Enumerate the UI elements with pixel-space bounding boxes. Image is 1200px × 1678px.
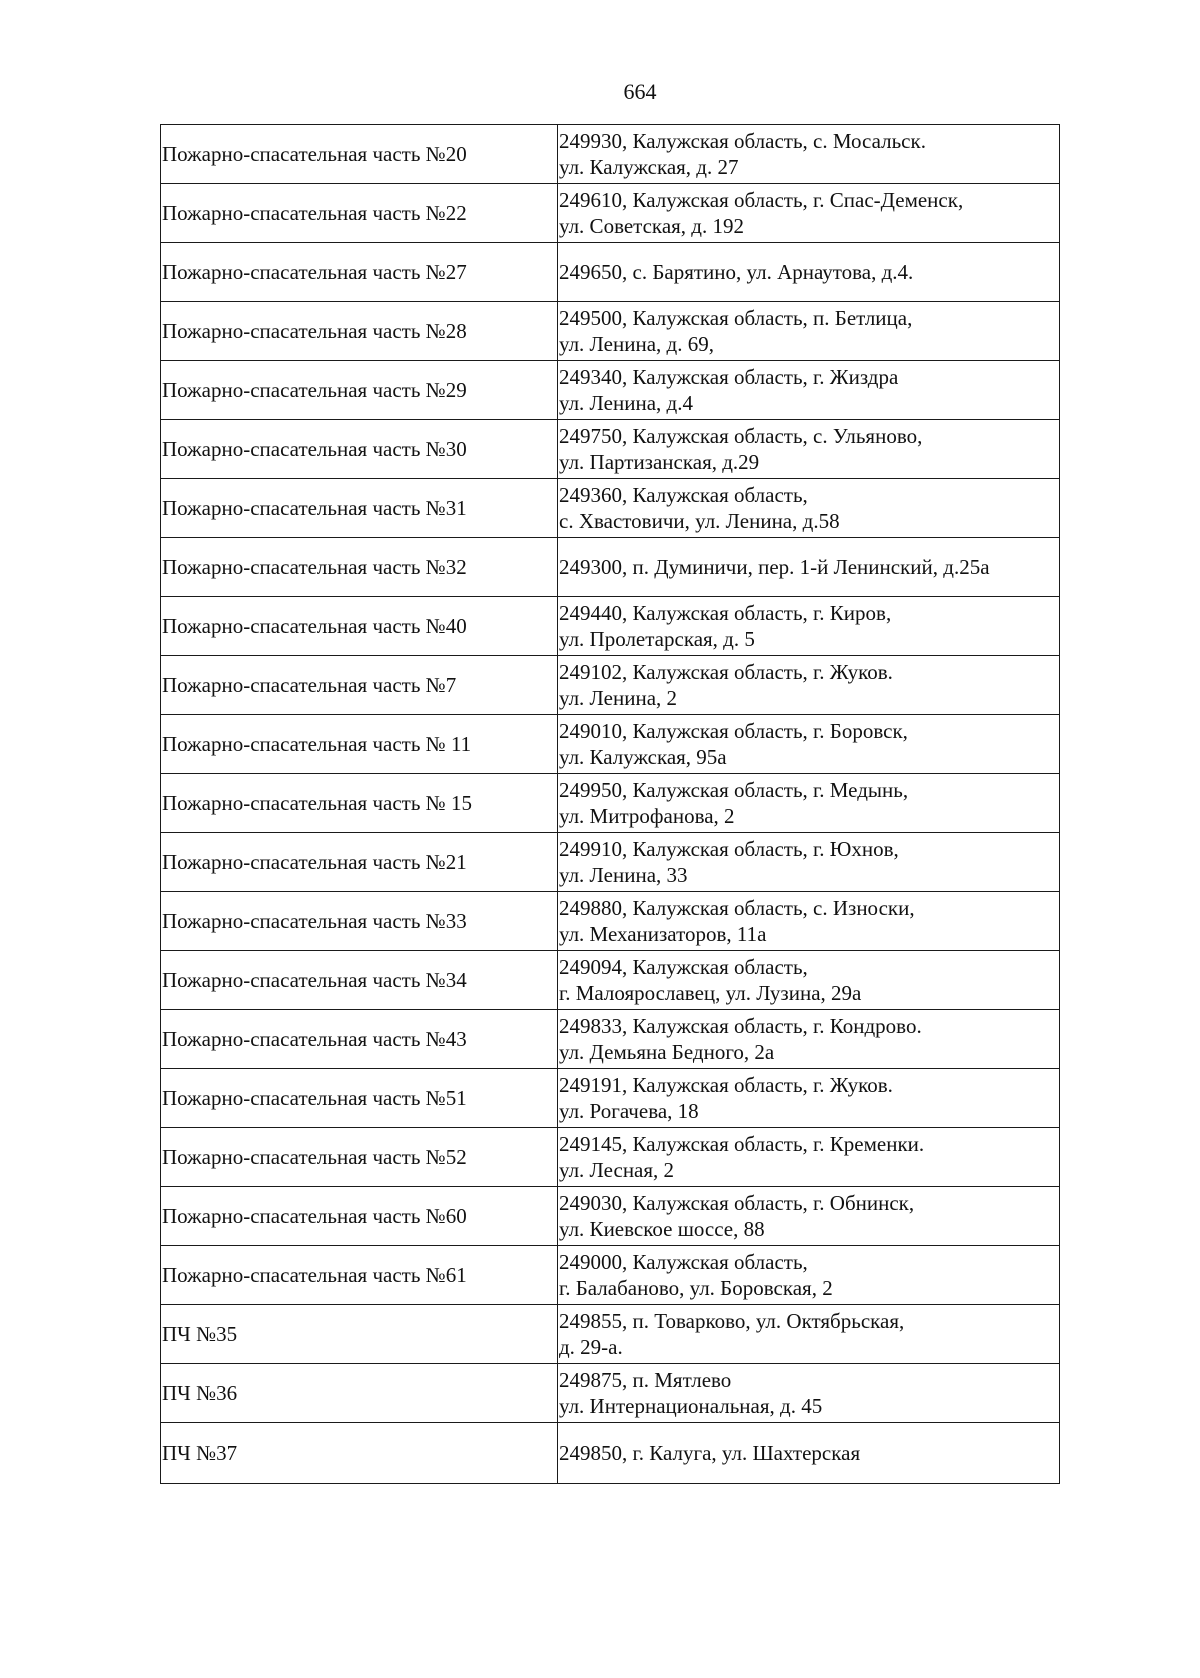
address-line: ул. Интернациональная, д. 45 <box>559 1394 823 1418</box>
table-row <box>161 1305 1060 1364</box>
address-line: 249875, п. Мятлево <box>559 1368 732 1392</box>
station-address-cell <box>558 715 1060 774</box>
address-line: ул. Митрофанова, 2 <box>559 804 735 828</box>
address-line: 249094, Калужская область, <box>559 955 808 979</box>
table-row <box>161 361 1060 420</box>
address-line: ул. Советская, д. 192 <box>559 214 744 238</box>
address-line: ул. Механизаторов, 11а <box>559 922 767 946</box>
table-row <box>161 833 1060 892</box>
station-address-cell <box>558 833 1060 892</box>
station-address-cell <box>558 1246 1060 1305</box>
station-name-cell: Пожарно-спасательная часть №43 <box>161 1010 558 1069</box>
address-line: 249191, Калужская область, г. Жуков. <box>559 1073 893 1097</box>
station-name-cell: Пожарно-спасательная часть №30 <box>161 420 558 479</box>
station-address-cell <box>558 1305 1060 1364</box>
station-name-cell: Пожарно-спасательная часть №20 <box>161 125 558 184</box>
station-address-cell <box>558 951 1060 1010</box>
table-row <box>161 715 1060 774</box>
table-row <box>161 420 1060 479</box>
station-name-cell: Пожарно-спасательная часть №28 <box>161 302 558 361</box>
station-address-cell <box>558 1128 1060 1187</box>
table-row <box>161 1128 1060 1187</box>
page-number: 664 <box>623 79 657 104</box>
table-row <box>161 302 1060 361</box>
address-line: ул. Калужская, д. 27 <box>559 155 739 179</box>
station-address-cell <box>558 538 1060 597</box>
station-name-cell: Пожарно-спасательная часть № 11 <box>161 715 558 774</box>
address-line: с. Хвастовичи, ул. Ленина, д.58 <box>559 509 840 533</box>
address-line: 249610, Калужская область, г. Спас-Деменск, <box>559 188 964 212</box>
station-address-cell <box>558 597 1060 656</box>
station-address-cell <box>558 243 1060 302</box>
station-address-cell <box>558 184 1060 243</box>
station-name-cell: Пожарно-спасательная часть №34 <box>161 951 558 1010</box>
address-line: ул. Пролетарская, д. 5 <box>559 627 755 651</box>
table-row <box>161 125 1060 184</box>
address-line: г. Малоярославец, ул. Лузина, 29а <box>559 981 862 1005</box>
station-address-cell <box>558 302 1060 361</box>
table-row <box>161 1010 1060 1069</box>
address-line: 249010, Калужская область, г. Боровск, <box>559 719 908 743</box>
address-line: 249650, с. Барятино, ул. Арнаутова, д.4. <box>559 260 914 284</box>
address-line: 249360, Калужская область, <box>559 483 808 507</box>
address-line: 249750, Калужская область, с. Ульяново, <box>559 424 923 448</box>
station-name-cell: Пожарно-спасательная часть №31 <box>161 479 558 538</box>
address-line: ул. Ленина, 33 <box>559 863 688 887</box>
station-address-cell <box>558 1069 1060 1128</box>
table-row <box>161 1246 1060 1305</box>
station-name-cell: Пожарно-спасательная часть №52 <box>161 1128 558 1187</box>
table-row <box>161 951 1060 1010</box>
address-line: ул. Рогачева, 18 <box>559 1099 699 1123</box>
table-row <box>161 656 1060 715</box>
station-name-cell: Пожарно-спасательная часть № 15 <box>161 774 558 833</box>
station-name-cell: Пожарно-спасательная часть №32 <box>161 538 558 597</box>
station-address-cell <box>558 361 1060 420</box>
station-address-cell <box>558 125 1060 184</box>
fire-station-table <box>160 124 1060 1484</box>
address-line: ул. Партизанская, д.29 <box>559 450 760 474</box>
address-line: ул. Калужская, 95а <box>559 745 727 769</box>
station-name-cell: Пожарно-спасательная часть №61 <box>161 1246 558 1305</box>
station-address-cell <box>558 1364 1060 1423</box>
station-name-cell: Пожарно-спасательная часть №7 <box>161 656 558 715</box>
table-row <box>161 1423 1060 1484</box>
station-name-cell: ПЧ №35 <box>161 1305 558 1364</box>
station-address-cell <box>558 1187 1060 1246</box>
station-name-cell: ПЧ №36 <box>161 1364 558 1423</box>
station-address-cell <box>558 479 1060 538</box>
address-line: 249000, Калужская область, <box>559 1250 808 1274</box>
address-line: 249145, Калужская область, г. Кременки. <box>559 1132 925 1156</box>
address-line: ул. Киевское шоссе, 88 <box>559 1217 765 1241</box>
station-address-cell <box>558 892 1060 951</box>
table-row <box>161 1187 1060 1246</box>
table-row <box>161 1364 1060 1423</box>
table-body <box>161 125 1060 1484</box>
table-row <box>161 479 1060 538</box>
address-line: д. 29-а. <box>559 1335 623 1359</box>
address-line: 249850, г. Калуга, ул. Шахтерская <box>559 1441 861 1465</box>
address-line: 249300, п. Думиничи, пер. 1-й Ленинский, д.25а <box>559 555 990 579</box>
station-address-cell <box>558 656 1060 715</box>
address-line: 249102, Калужская область, г. Жуков. <box>559 660 893 684</box>
address-line: г. Балабаново, ул. Боровская, 2 <box>559 1276 833 1300</box>
station-name-cell: Пожарно-спасательная часть №27 <box>161 243 558 302</box>
table-row <box>161 184 1060 243</box>
address-line: ул. Демьяна Бедного, 2а <box>559 1040 775 1064</box>
table-row <box>161 774 1060 833</box>
station-address-cell <box>558 774 1060 833</box>
address-line: ул. Ленина, д. 69, <box>559 332 714 356</box>
address-line: 249910, Калужская область, г. Юхнов, <box>559 837 899 861</box>
address-line: 249440, Калужская область, г. Киров, <box>559 601 892 625</box>
station-name-cell: Пожарно-спасательная часть №21 <box>161 833 558 892</box>
station-address-cell <box>558 1423 1060 1484</box>
station-address-cell <box>558 420 1060 479</box>
address-line: 249950, Калужская область, г. Медынь, <box>559 778 909 802</box>
table-row <box>161 243 1060 302</box>
station-name-cell: Пожарно-спасательная часть №22 <box>161 184 558 243</box>
table-row <box>161 538 1060 597</box>
table-row <box>161 892 1060 951</box>
station-name-cell: ПЧ №37 <box>161 1423 558 1484</box>
station-address-cell <box>558 1010 1060 1069</box>
address-line: 249880, Калужская область, с. Износки, <box>559 896 915 920</box>
address-line: 249855, п. Товарково, ул. Октябрьская, <box>559 1309 905 1333</box>
address-line: ул. Ленина, 2 <box>559 686 678 710</box>
address-line: 249030, Калужская область, г. Обнинск, <box>559 1191 915 1215</box>
table-row <box>161 597 1060 656</box>
address-line: 249833, Калужская область, г. Кондрово. <box>559 1014 922 1038</box>
station-name-cell: Пожарно-спасательная часть №60 <box>161 1187 558 1246</box>
station-name-cell: Пожарно-спасательная часть №51 <box>161 1069 558 1128</box>
address-line: ул. Лесная, 2 <box>559 1158 675 1182</box>
station-name-cell: Пожарно-спасательная часть №40 <box>161 597 558 656</box>
address-line: ул. Ленина, д.4 <box>559 391 693 415</box>
table-row <box>161 1069 1060 1128</box>
address-line: 249340, Калужская область, г. Жиздра <box>559 365 899 389</box>
address-line: 249500, Калужская область, п. Бетлица, <box>559 306 913 330</box>
station-name-cell: Пожарно-спасательная часть №29 <box>161 361 558 420</box>
address-line: 249930, Калужская область, с. Мосальск. <box>559 129 926 153</box>
station-name-cell: Пожарно-спасательная часть №33 <box>161 892 558 951</box>
